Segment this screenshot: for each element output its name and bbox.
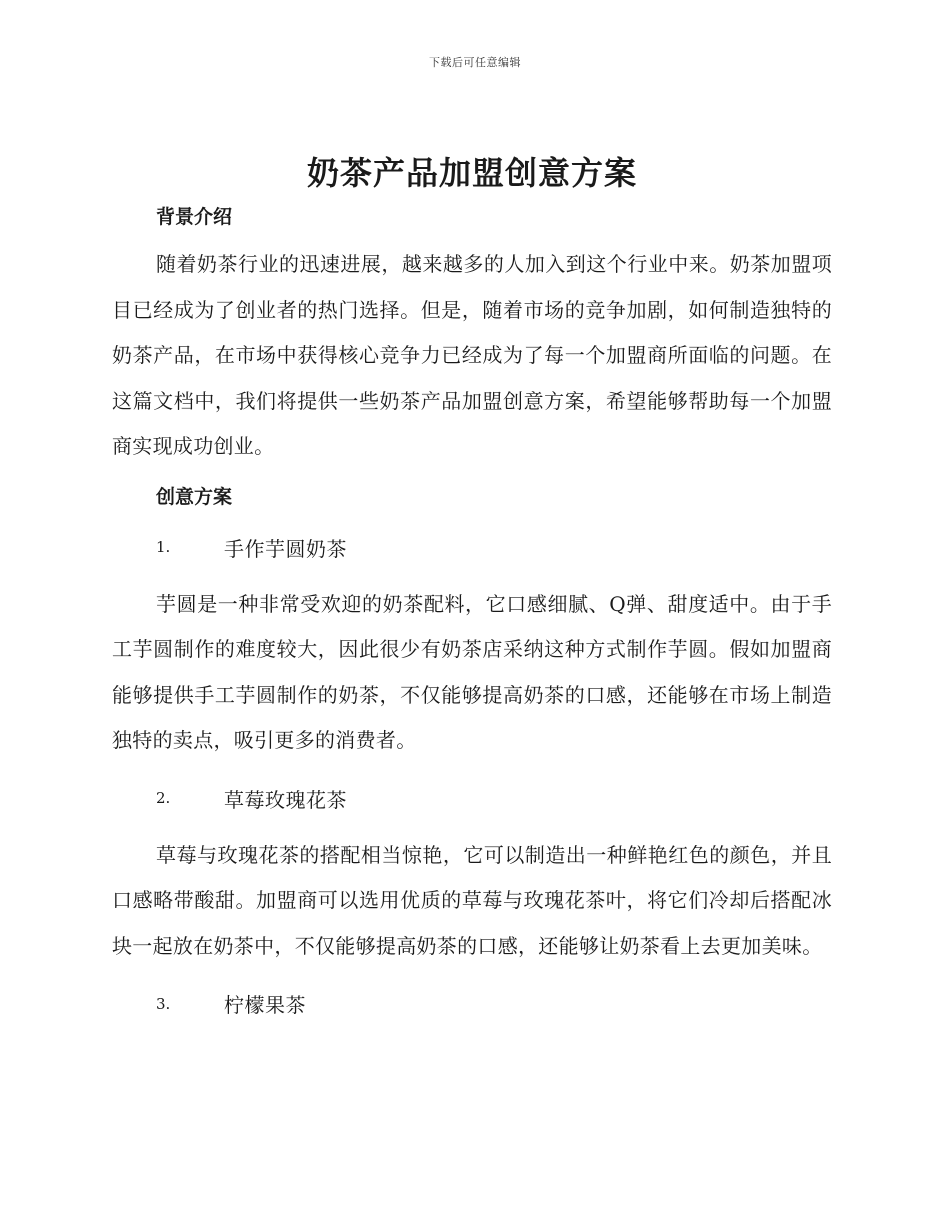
- idea-2-paragraph: 草莓与玫瑰花茶的搭配相当惊艳，它可以制造出一种鲜艳红色的颜色，并且口感略带酸甜。加盟商可以选用优质的草莓与玫瑰花茶叶，将它们冷却后搭配冰块一起放在奶茶中，不仅能够提高奶茶的口感，还能够让奶茶看上去更加美味。: [112, 842, 832, 958]
- list-item-title: 手作芋圆奶茶: [224, 536, 347, 561]
- list-item-2: [112, 776, 832, 821]
- list-item-title: 柠檬果茶: [224, 993, 306, 1017]
- document-title: 奶茶产品加盟创意方案: [306, 154, 637, 192]
- list-item-number: 1.: [156, 538, 171, 556]
- background-paragraph: 随着奶茶行业的迅速进展，越来越多的人加入到这个行业中来。奶茶加盟项目已经成为了创业者的热门选择。但是，随着市场的竞争加剧，如何制造独特的奶茶产品，在市场中获得核心竞争力已经成为了每一个加盟商所面临的问题。在这篇文档中，我们将提供一些奶茶产品加盟创意方案，希望能够帮助每一个加盟商实现成功创业。: [112, 252, 832, 458]
- section-heading-ideas: 创意方案: [156, 485, 233, 508]
- list-item-number: 3.: [156, 994, 171, 1013]
- idea-1-paragraph: 芋圆是一种非常受欢迎的奶茶配料，它口感细腻、Q弹、甜度适中。由于手工芋圆制作的难度较大，因此很少有奶茶店采纳这种方式制作芋圆。假如加盟商能够提供手工芋圆制作的奶茶，不仅能够提高奶茶的口感，还能够在市场上制造独特的卖点，吸引更多的消费者。: [112, 591, 832, 752]
- section-heading-background: 背景介绍: [156, 206, 233, 228]
- page-header-note: 下载后可任意编辑: [429, 56, 521, 69]
- list-item-3: [112, 981, 832, 1026]
- document-body: [112, 150, 832, 1026]
- list-item-title: 草莓玫瑰花茶: [224, 787, 347, 812]
- list-item-number: 2.: [156, 789, 171, 807]
- list-item-1: [112, 525, 832, 570]
